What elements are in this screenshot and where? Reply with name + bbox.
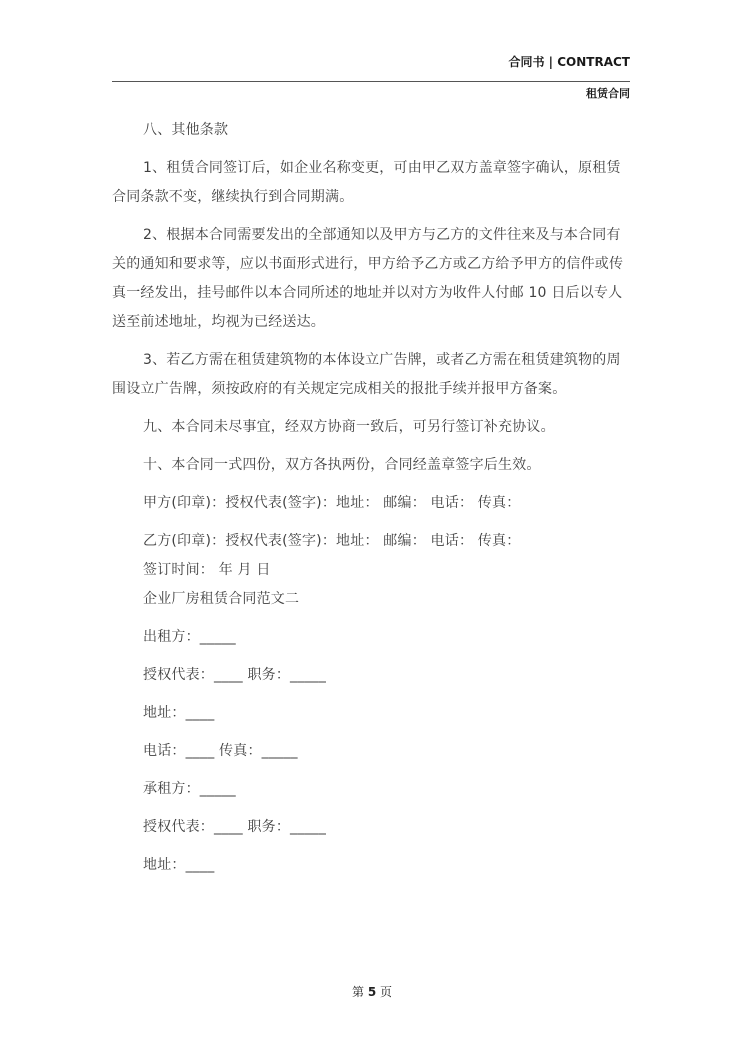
lessee-address-line: 地址：____ [143, 857, 215, 873]
sign-date-line: 签订时间： 年 月 日 [143, 562, 271, 578]
lessor-contact-line: 电话：____ 传真：_____ [143, 743, 298, 759]
clause-2: 2、根据本合同需要发出的全部通知以及甲方与乙方的文件往来及与本合同有关的通知和要求等，应以书面形式进行，甲方给予乙方或乙方给予甲方的信件或传真一经发出，挂号邮件以本合同所述的地址并以对方为收件人付邮 10 日后以专人送至前述地址，均视为已经送达。 [112, 227, 624, 330]
lessee-rep-line: 授权代表：____ 职务：_____ [143, 819, 327, 835]
page-label-prefix: 第 [351, 985, 364, 999]
lessor-address-line: 地址：____ [143, 705, 215, 721]
clause-1: 1、租赁合同签订后，如企业名称变更，可由甲乙双方盖章签字确认，原租赁合同条款不变，继续执行到合同期满。 [112, 160, 621, 205]
page-number: 5 [367, 985, 377, 999]
header-divider [112, 81, 630, 82]
section-10: 十、本合同一式四份，双方各执两份，合同经盖章签字后生效。 [143, 457, 541, 473]
page-footer [0, 983, 744, 1000]
section-9: 九、本合同未尽事宜，经双方协商一致后，可另行签订补充协议。 [143, 419, 555, 435]
lessor-rep-line: 授权代表：____ 职务：_____ [143, 667, 327, 683]
document-body [112, 116, 632, 880]
header-subtitle: 租赁合同 [586, 87, 630, 100]
section-8-title: 八、其他条款 [143, 122, 229, 138]
template-2-title: 企业厂房租赁合同范文二 [143, 591, 300, 607]
page-label-suffix: 页 [380, 985, 393, 999]
party-b-signature-line: 乙方(印章)：授权代表(签字)：地址： 邮编： 电话： 传真： [143, 533, 521, 549]
lessee-line: 承租方：_____ [143, 781, 236, 797]
lessor-line: 出租方：_____ [143, 629, 236, 645]
party-a-signature-line: 甲方(印章)：授权代表(签字)：地址： 邮编： 电话： 传真： [143, 495, 521, 511]
header-title: 合同书 | CONTRACT [508, 55, 630, 69]
clause-3: 3、若乙方需在租赁建筑物的本体设立广告牌，或者乙方需在租赁建筑物的周围设立广告牌，须按政府的有关规定完成相关的报批手续并报甲方备案。 [112, 352, 621, 397]
